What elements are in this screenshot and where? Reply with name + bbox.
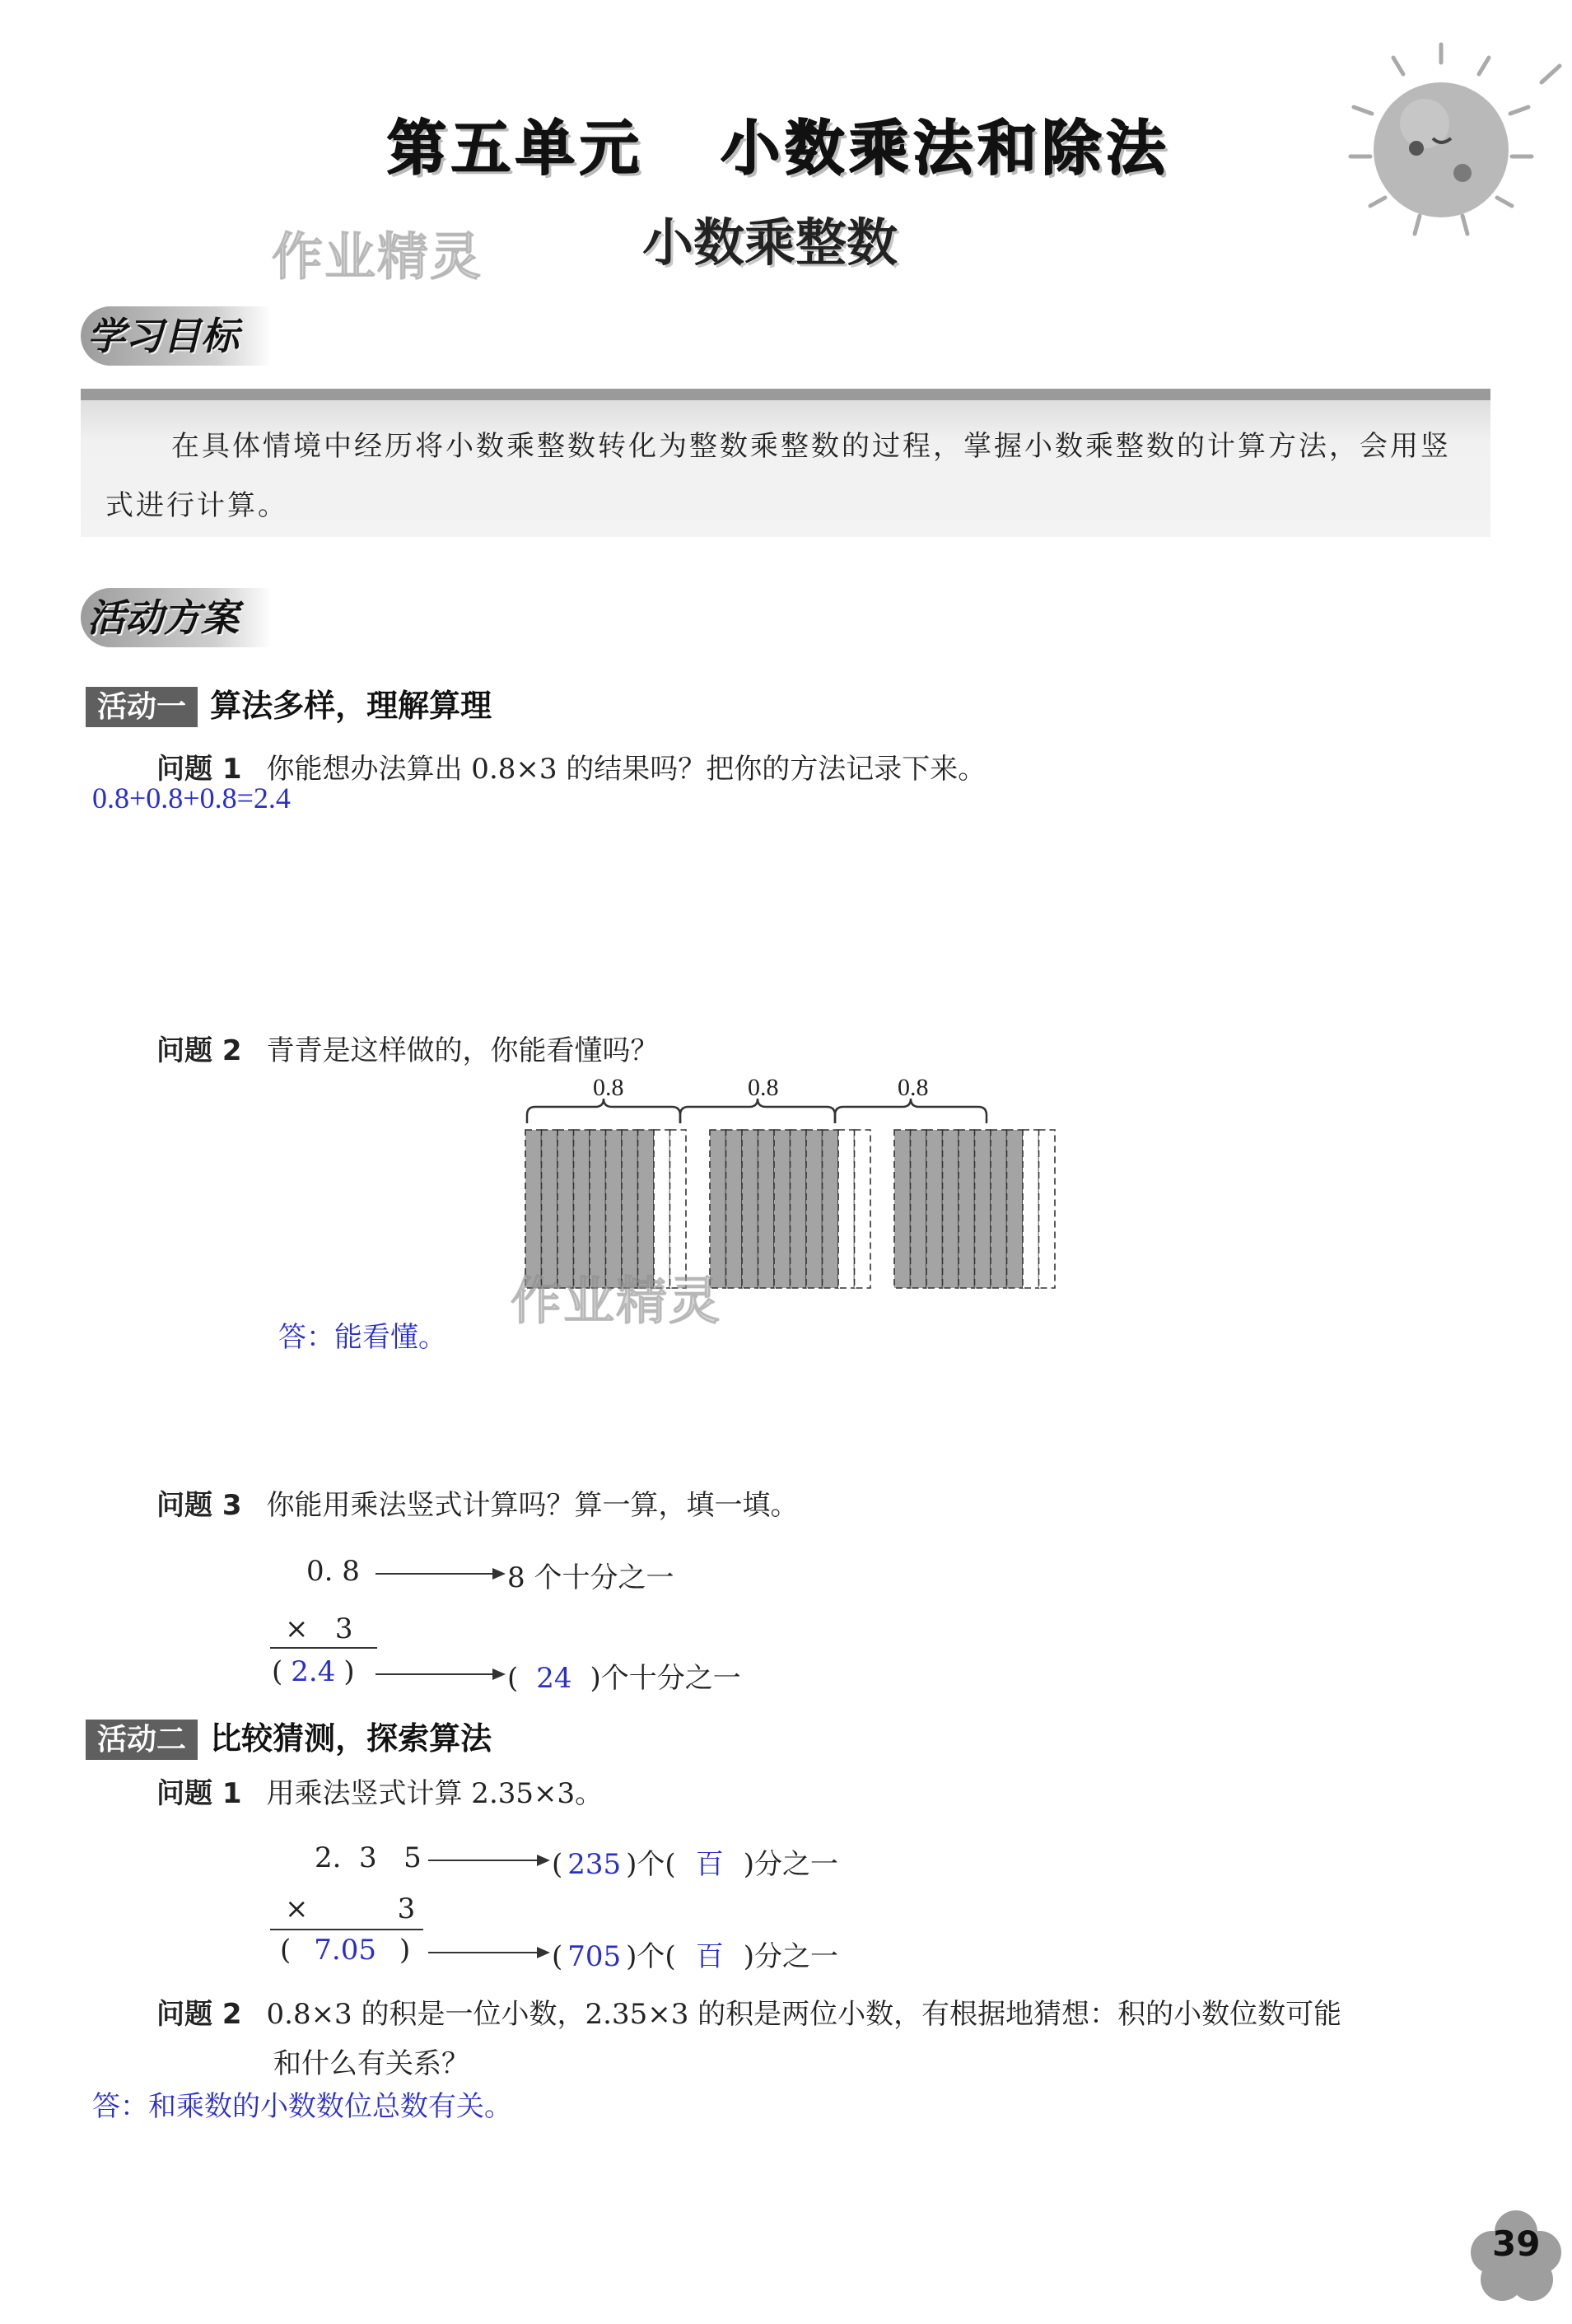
paren-close: ) <box>399 1934 411 1967</box>
a2-q2-answer: 答：和乘数的小数数位总数有关。 <box>92 2090 512 2123</box>
objectives-text: 在具体情境中经历将小数乘整数转化为整数乘整数的过程，掌握小数乘整数的计算方法，会用竖式进行计算。 <box>105 430 1451 522</box>
activity1-heading <box>86 680 492 726</box>
activity2-heading <box>86 1713 492 1758</box>
shaded-tenth <box>959 1130 975 1288</box>
objectives-header: 学习目标 <box>81 306 272 366</box>
paren-open: ( <box>552 1848 563 1881</box>
watermark-2: 作业精灵 <box>511 1271 722 1331</box>
a1-q3-multiplier: × 3 <box>285 1612 353 1645</box>
a2-q1-result-unit: 百 <box>695 1940 724 1973</box>
a1-q3-rule <box>270 1647 377 1649</box>
a1-q1-text: 你能想办法算出 0.8×3 的结果吗？把你的方法记录下来。 <box>266 753 987 786</box>
bracket-1 <box>527 1099 680 1123</box>
page-number: 39 <box>1492 2224 1541 2264</box>
a1-q2-label: 问题 2 <box>156 1034 242 1067</box>
a2-q2-label: 问题 2 <box>156 1998 242 2031</box>
a2-q1-top-desc <box>552 1841 838 1882</box>
bracket-label-3: 0.8 <box>898 1074 929 1101</box>
arrow-right-icon <box>492 1668 506 1680</box>
shaded-tenth <box>806 1130 823 1288</box>
arrow-right-icon <box>492 1568 506 1580</box>
paren-open: ( <box>507 1662 519 1695</box>
a1-q1-label: 问题 1 <box>156 753 242 786</box>
lesson-title: 小数乘整数 <box>642 212 898 273</box>
a2-q1-top-number: 2. 3 5 <box>315 1841 422 1874</box>
a2-q1-rule <box>270 1929 423 1930</box>
a1-q3-text: 你能用乘法竖式计算吗？算一算，填一填。 <box>266 1489 799 1522</box>
shaded-tenth <box>926 1130 943 1288</box>
arrow-right-icon <box>537 1947 550 1958</box>
a1-q3-result-desc <box>507 1655 741 1696</box>
shaded-tenth <box>991 1130 1007 1288</box>
a2-q1-top-mid: )个( <box>626 1848 676 1881</box>
a1-q3-result-desc-value: 24 <box>536 1662 572 1695</box>
shaded-tenth <box>823 1130 839 1288</box>
a2-q1-result-mid: )个( <box>626 1940 676 1973</box>
empty-tenth <box>838 1130 855 1288</box>
activity2-title: 比较猜测，探索算法 <box>210 1720 492 1757</box>
a2-q1-text: 用乘法竖式计算 2.35×3。 <box>266 1777 604 1810</box>
arrow-line <box>376 1573 494 1575</box>
a2-q1-top-unit: 百 <box>695 1848 724 1881</box>
a2-q1-result-desc <box>552 1934 838 1974</box>
bracket-label-1: 0.8 <box>593 1074 624 1101</box>
a1-q1-answer: 0.8+0.8+0.8=2.4 <box>92 782 291 814</box>
a2-q2-text-line2: 和什么有关系？ <box>273 2047 469 2080</box>
arrow-line <box>428 1860 539 1861</box>
shaded-tenth <box>911 1130 927 1288</box>
shaded-tenth <box>742 1130 758 1288</box>
paren-open: ( <box>552 1940 563 1973</box>
shaded-tenth <box>1007 1130 1024 1288</box>
empty-tenth <box>855 1130 871 1288</box>
shaded-tenth <box>758 1130 775 1288</box>
activity1-tag: 活动一 <box>86 687 198 727</box>
a1-q2-answer: 答：能看懂。 <box>278 1321 446 1354</box>
paren-open: ( <box>272 1655 283 1688</box>
paren-close: ) <box>343 1655 355 1688</box>
a2-q1-top-value: 235 <box>567 1848 622 1881</box>
empty-tenth <box>1023 1130 1039 1288</box>
shaded-tenth <box>943 1130 959 1288</box>
a1-q3-result-line <box>272 1655 355 1688</box>
arrow-line <box>428 1952 539 1953</box>
activity2-tag: 活动二 <box>86 1720 198 1760</box>
a2-q1-result-value: 705 <box>567 1940 622 1973</box>
a1-q3 <box>156 1482 799 1523</box>
shaded-tenth <box>726 1130 743 1288</box>
a1-q3-label: 问题 3 <box>156 1489 242 1522</box>
a2-q1-result-tail: )分之一 <box>743 1940 838 1973</box>
sun-illustration <box>1318 33 1565 247</box>
a1-q3-top-desc: 8 个十分之一 <box>507 1561 674 1594</box>
bracket-label-2: 0.8 <box>748 1074 779 1101</box>
unit-title: 第五单元 小数乘法和除法 <box>387 114 1171 183</box>
a1-q2 <box>156 1028 659 1068</box>
arrow-line <box>376 1673 494 1675</box>
a2-q1 <box>156 1771 603 1811</box>
a2-q1-multiplier: × 3 <box>285 1892 416 1925</box>
a2-q1-result: 7.05 <box>314 1934 376 1967</box>
bracket-3 <box>835 1099 987 1123</box>
a2-q1-top-tail: )分之一 <box>743 1848 838 1881</box>
empty-tenth <box>1039 1130 1056 1288</box>
bracket-2 <box>680 1099 835 1123</box>
a1-q2-text: 青青是这样做的，你能看懂吗？ <box>266 1034 659 1067</box>
a1-q3-result: 2.4 <box>291 1655 336 1688</box>
plan-header: 活动方案 <box>81 588 272 647</box>
a1-q3-top-number: 0. 8 <box>306 1555 360 1588</box>
a1-q3-result-desc-tail: )个十分之一 <box>590 1662 741 1695</box>
paren-open: ( <box>280 1934 292 1967</box>
shaded-tenth <box>791 1130 807 1288</box>
watermark: 作业精灵 <box>272 226 483 287</box>
shaded-tenth <box>774 1130 791 1288</box>
a2-q2-text-line1: 0.8×3 的积是一位小数，2.35×3 的积是两位小数，有根据地猜想：积的小数位数可能 <box>266 1998 1342 2031</box>
a2-q1-label: 问题 1 <box>156 1777 242 1810</box>
arrow-right-icon <box>537 1855 550 1866</box>
shaded-tenth <box>894 1130 911 1288</box>
shaded-tenth <box>975 1130 991 1288</box>
a2-q2 <box>156 1991 1341 2032</box>
activity1-title: 算法多样，理解算理 <box>210 687 492 724</box>
a2-q1-result-line <box>280 1934 410 1967</box>
